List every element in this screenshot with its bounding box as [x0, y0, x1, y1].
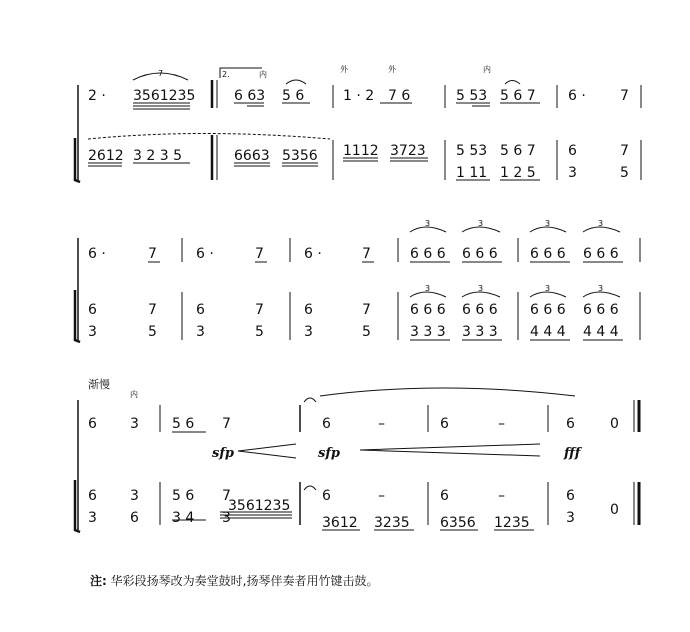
note-group: 6	[322, 488, 331, 504]
note-group: 6356	[440, 515, 476, 531]
note-group: 6	[566, 416, 575, 432]
note-group: 5 6	[172, 488, 195, 504]
tempo-marking: 渐慢	[88, 378, 110, 391]
note-group: 5 6	[172, 416, 195, 432]
note-group: 5 53	[456, 88, 488, 104]
dynamic-marking: sfp	[212, 446, 235, 461]
footnote	[90, 572, 378, 589]
tuplet-number: 3	[545, 219, 551, 228]
note-group: 6	[440, 416, 449, 432]
note-group: 1 11	[456, 165, 488, 181]
tuplet-number: 3	[425, 284, 431, 293]
note-group: 3561235	[228, 498, 291, 514]
note-group: 3	[304, 324, 313, 340]
note-group: 2612	[88, 148, 124, 164]
note-group: –	[378, 416, 385, 432]
note-group: 3	[196, 324, 205, 340]
note-group: 6 6 6	[530, 302, 566, 318]
note-group: 7	[255, 302, 264, 318]
mark-nei: 内	[483, 65, 491, 74]
note-group: 6663	[234, 148, 270, 164]
note-group: 1112	[343, 143, 379, 159]
note-group: 0	[610, 416, 619, 432]
note-group: 3	[568, 165, 577, 181]
note-group: 6 ·	[568, 88, 586, 104]
note-group: 5 6 7	[500, 88, 536, 104]
note-group: 5	[255, 324, 264, 340]
note-group: 7 6	[388, 88, 411, 104]
note-group: 6	[566, 488, 575, 504]
note-group: 7	[255, 246, 264, 262]
note-group: 3235	[374, 515, 410, 531]
note-group: 3 3 3	[410, 324, 446, 340]
note-group: 7	[148, 302, 157, 318]
note-group: 2 ·	[88, 88, 106, 104]
note-group: 3	[130, 416, 139, 432]
mark-wai: 外	[388, 65, 396, 74]
mark-wai: 外	[340, 65, 348, 74]
note-group: 1 2 5	[500, 165, 536, 181]
note-group: 6 6 6	[583, 246, 619, 262]
system-3	[75, 388, 639, 532]
tuplet-number: 3	[598, 219, 604, 228]
tuplet-number: 3	[545, 284, 551, 293]
note-group: 6 6 6	[410, 246, 446, 262]
note-group: –	[498, 416, 505, 432]
note-group: 6 ·	[196, 246, 214, 262]
note-group: 5	[620, 165, 629, 181]
note-group: 7	[620, 143, 629, 159]
note-group: 7	[362, 302, 371, 318]
note-group: 3612	[322, 515, 358, 531]
note-group: 3	[88, 324, 97, 340]
note-group: 6 63	[234, 88, 266, 104]
note-group: 6	[88, 488, 97, 504]
note-group: 6	[130, 510, 139, 526]
system-3-text	[88, 377, 619, 531]
note-group: 6 6 6	[530, 246, 566, 262]
tuplet-number: 3	[478, 219, 484, 228]
dynamic-marking: fff	[564, 446, 581, 461]
note-group: 3	[222, 510, 231, 526]
note-group: 6 6 6	[410, 302, 446, 318]
system-2-text	[88, 219, 619, 340]
note-group: 3	[88, 510, 97, 526]
note-group: 3 2 3 5	[133, 148, 182, 164]
note-group: 7	[362, 246, 371, 262]
note-group: 6	[568, 143, 577, 159]
note-group: 3	[566, 510, 575, 526]
note-group: 6	[322, 416, 331, 432]
note-group: 1 · 2	[343, 88, 375, 104]
note-group: 6 ·	[304, 246, 322, 262]
note-group: 5	[148, 324, 157, 340]
system-1-text	[88, 64, 629, 181]
note-group: 6 6 6	[583, 302, 619, 318]
tuplet-number: 3	[478, 284, 484, 293]
note-group: 0	[610, 502, 619, 518]
note-group: 7	[222, 416, 231, 432]
note-group: 6	[196, 302, 205, 318]
footnote-label: 注:	[90, 574, 107, 588]
note-group: 5 6 7	[500, 143, 536, 159]
note-group: –	[378, 488, 385, 504]
note-group: 7	[222, 488, 231, 504]
note-group: 7	[148, 246, 157, 262]
note-group: 6	[304, 302, 313, 318]
note-group: 5 6	[282, 88, 305, 104]
note-group: 6 6 6	[462, 246, 498, 262]
system-1	[75, 68, 641, 182]
tuplet-number: 3	[425, 219, 431, 228]
mark-nei: 内	[259, 70, 267, 79]
note-group: 4 4 4	[583, 324, 619, 340]
note-group: 3 3 3	[462, 324, 498, 340]
tuplet-number: 3	[598, 284, 604, 293]
note-group: 7	[620, 88, 629, 104]
note-group: 6	[88, 302, 97, 318]
note-group: 5 53	[456, 143, 488, 159]
note-group: 6	[88, 416, 97, 432]
mark-nei: 内	[130, 390, 138, 399]
note-group: 3	[130, 488, 139, 504]
note-group: 4 4 4	[530, 324, 566, 340]
note-group: 5356	[282, 148, 318, 164]
note-group: –	[498, 488, 505, 504]
note-group: 6 ·	[88, 246, 106, 262]
tuplet-number: 7	[158, 69, 164, 78]
ending-label: 2.	[222, 70, 230, 79]
note-group: 5	[362, 324, 371, 340]
dynamic-marking: sfp	[318, 446, 341, 461]
note-group: 3723	[390, 143, 426, 159]
note-group: 6 6 6	[462, 302, 498, 318]
note-group: 3561235	[133, 88, 196, 104]
note-group: 1235	[494, 515, 530, 531]
note-group: 3 4	[172, 510, 195, 526]
note-group: 6	[440, 488, 449, 504]
footnote-text: 华彩段扬琴改为奏堂鼓时,扬琴伴奏者用竹键击鼓。	[110, 574, 379, 588]
